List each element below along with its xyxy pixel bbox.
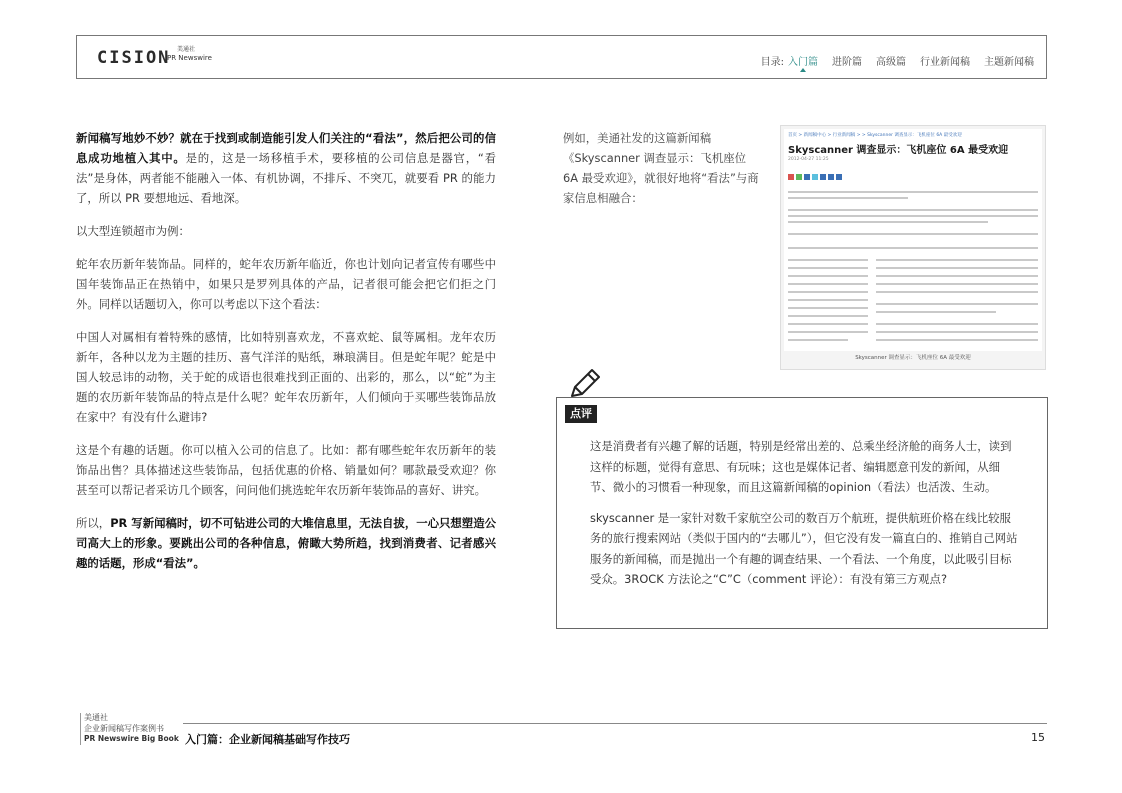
text-line [876,267,1038,269]
logo-cn: 美通社 [177,46,196,53]
text-line [876,323,1038,325]
share-icon [796,174,802,180]
text-line [788,209,1038,211]
text-line [876,275,1038,277]
paragraph-1 [76,128,496,208]
comment-text [590,436,1020,600]
footer-org: 美通社 [84,713,108,722]
nav-item-expert[interactable]: 高级篇 [876,57,906,68]
text-line [788,233,1038,235]
share-icon [788,174,794,180]
screenshot-title: Skyscanner 调查显示：飞机座位 6A 最受欢迎 [788,145,1009,156]
share-icon [828,174,834,180]
cision-logo: CISION [97,48,171,68]
paragraph-6-lead: 所以， [76,516,111,530]
footer-book-cn: 企业新闻稿写作案例书 [84,723,164,733]
pencil-icon [568,368,602,400]
text-line [788,247,1038,249]
screenshot-page [784,129,1042,351]
paragraph-3: 蛇年农历新年装饰品。同样的，蛇年农历新年临近，你也计划向记者宣传有哪些中国年装饰品正在热销中，如果只是罗列具体的产品，记者很可能会把它们拒之门外。同样以话题切入，你可以考虑以下这个看法： [76,257,496,311]
text-line [788,283,868,285]
text-line [876,291,1038,293]
comment-paragraph-1: 这是消费者有兴趣了解的话题，特别是经常出差的、总乘坐经济舱的商务人士，读到这样的标题，觉得有意思、有玩味；这也是媒体记者、编辑愿意刊发的新闻，从细节、微小的习惯看一种现象，而且这篇新闻稿的opinion（看法）也活泼、生动。 [590,439,1012,494]
page-header [76,35,1047,79]
screenshot-breadcrumb: 首页 > 新闻稿中心 > 行业新闻稿 > > Skyscanner 调查显示：飞机座位 6A 最受欢迎 [788,133,962,138]
comment-tag: 点评 [565,405,597,423]
text-line [788,331,868,333]
text-line [788,197,908,199]
toc-nav [761,53,1034,68]
nav-item-industry[interactable]: 行业新闻稿 [920,57,970,68]
text-line [788,339,848,341]
text-line [876,339,1038,341]
footer-section-title: 入门篇：企业新闻稿基础写作技巧 [185,733,350,746]
paragraph-5: 这是个有趣的话题。你可以植入公司的信息了。比如：都有哪些蛇年农历新年的装饰品出售？具体描述这些装饰品，包括优惠的价格、销量如何？哪款最受欢迎？你甚至可以帮记者采访几个顾客，问问他们挑选蛇年农历新年装饰品的喜好、讲究。 [76,443,496,497]
text-line [788,291,868,293]
footer-divider [183,723,1047,724]
text-line [876,331,1038,333]
screenshot-date: 2012-04-27 11:25 [788,157,829,162]
text-line [876,259,1038,261]
text-line [876,311,996,313]
text-line [788,259,868,261]
text-line [876,303,1038,305]
share-icon [812,174,818,180]
share-icon [804,174,810,180]
paragraph-6-emphasis: PR 写新闻稿时，切不可钻进公司的大堆信息里，无法自拔，一心只想塑造公司高大上的形象。要跳出公司的各种信息，俯瞰大势所趋，找到消费者、记者感兴趣的话题，形成“看法”。 [76,516,496,570]
text-line [788,215,1038,217]
screenshot-caption: Skyscanner 调查显示：飞机座位 6A 最受欢迎 [855,355,971,361]
press-release-screenshot [780,125,1046,370]
paragraph-4: 中国人对属相有着特殊的感情，比如特别喜欢龙，不喜欢蛇、鼠等属相。龙年农历新年，各种以龙为主题的挂历、喜气洋洋的贴纸，琳琅满目。但是蛇年呢？蛇是中国人较忌讳的动物，关于蛇的成语也很难找到正面的、出彩的，那么，以“蛇”为主题的农历新年装饰品的特点是什么呢？蛇年农历新年，人们倾向于买哪些装饰品放在家中？有没有什么避讳? [76,330,496,424]
paragraph-2: 以大型连锁超市为例： [76,224,190,238]
text-line [788,307,868,309]
share-icons [788,174,842,180]
nav-item-advanced[interactable]: 进阶篇 [832,57,862,68]
text-line [788,267,868,269]
page-number: 15 [1031,731,1045,744]
text-line [876,283,1038,285]
text-line [788,323,868,325]
paragraph-1-emphasis: 新闻稿写地妙不妙？就在于找到或制造能引发人们关注的“看法”，然后把公司的信息成功地植入其中。 [76,131,496,165]
logo-en: PR Newswire [167,54,212,62]
footer-book-info [80,713,179,745]
toc-label: 目录: [760,57,784,68]
text-line [788,315,868,317]
share-icon [820,174,826,180]
text-line [788,191,1038,193]
example-intro: 例如，美通社发的这篇新闻稿《Skyscanner 调查显示：飞机座位 6A 最受欢迎》，就很好地将“看法”与商家信息相融合： [563,131,759,205]
text-line [788,275,868,277]
text-line [788,299,868,301]
share-icon [836,174,842,180]
prnewswire-logo [167,46,212,62]
nav-item-topic[interactable]: 主题新闻稿 [984,57,1034,68]
paragraph-1-body: 是的，这是一场移植手术，要移植的公司信息是器官，“看法”是身体，两者能不能融入一体、有机协调，不排斥、不突兀，就要看 PR 的能力了，所以 PR 要想地远、看地深。 [76,151,496,205]
footer-book-en: PR Newswire Big Book [84,734,179,743]
left-column [76,128,496,586]
comment-paragraph-2: skyscanner 是一家针对数千家航空公司的数百万个航班，提供航班价格在线比较服务的旅行搜索网站（类似于国内的“去哪儿”），但它没有发一篇直白的、推销自己网站服务的新闻稿，而是抛出一个有趣的调查结果、一个看法、一个角度，以此吸引目标受众。3ROCK 方法论之“C”C（comment 评论）：有没有第三方观点? [590,510,1018,586]
text-line [788,221,988,223]
paragraph-6 [76,513,496,573]
nav-item-beginner[interactable]: 入门篇 [788,53,818,68]
